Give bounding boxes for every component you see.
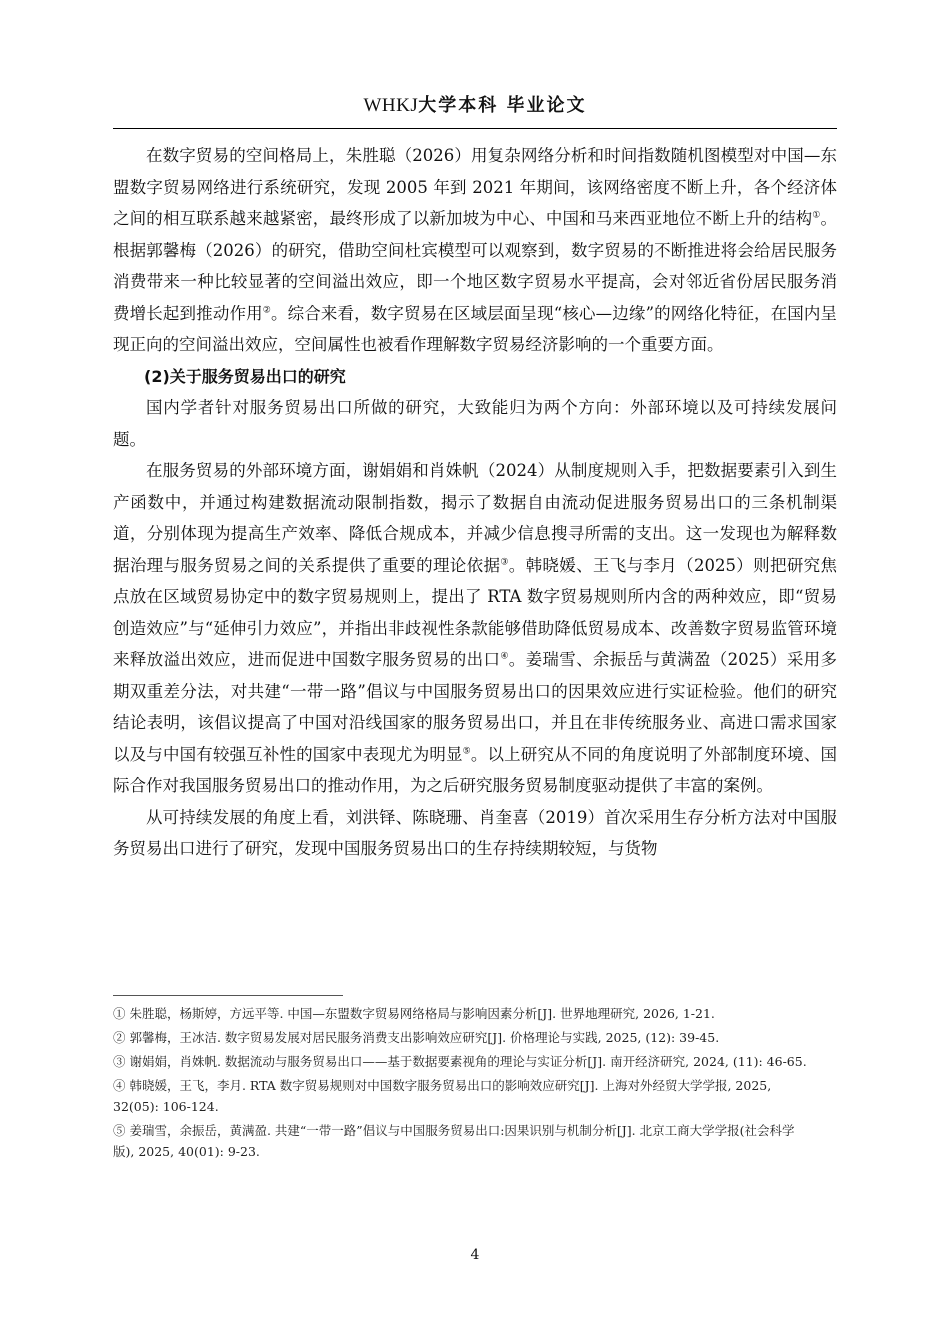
paragraph-text: 。韩晓媛、王飞与李月（2025）则把研究焦点放在区域贸易协定中的数字贸易规则上，提出了 RTA 数字贸易规则所内含的两种效应，即“贸易创造效应”与“延伸引力效应”，并指出非歧视性条款能够借助降低贸易成本、改善数字贸易监管环境来释放溢出效应，进而促进中国数字服务贸易的出口 <box>113 555 837 669</box>
footnote-item: ② 郭馨梅，王冰洁. 数字贸易发展对居民服务消费支出影响效应研究[J]. 价格理论与实践, 2025, (12): 39-45. <box>113 1030 720 1045</box>
paragraph-sustainability: 从可持续发展的角度上看，刘洪铎、陈晓珊、肖奎喜（2019）首次采用生存分析方法对中国服务贸易出口进行了研究，发现中国服务贸易出口的生存持续期较短，与货物 <box>113 807 837 858</box>
footnote-ref-3[interactable]: ③ <box>500 557 509 567</box>
header-title <box>363 95 586 116</box>
footnote-item: ① 朱胜聪，杨斯婷，方远平等. 中国—东盟数字贸易网络格局与影响因素分析[J]. 世界地理研究, 2026, 1-21. <box>113 1006 715 1021</box>
footnote-item: ⑤ 姜瑞雪，余振岳，黄满盈. 共建“一带一路”倡议与中国服务贸易出口:因果识别与机制分析[J]. 北京工商大学学报(社会科学版), 2025, 40(01): 9-23. <box>113 1123 795 1159</box>
paragraph-spatial-pattern <box>113 140 837 361</box>
paragraph-text: 。姜瑞雪、余振岳与黄满盈（2025）采用多期双重差分法，对共建“一带一路”倡议与中国服务贸易出口的因果效应进行实证检验。他们的研究结论表明，该倡议提高了中国对沿线国家的服务贸易出口，并且在非传统服务业、高进口需求国家以及与中国有较强互补性的国家中表现尤为明显 <box>113 650 837 764</box>
paragraph-text: 。综合来看，数字贸易在区域层面呈现“核心—边缘”的网络化特征，在国内呈现正向的空间溢出效应，空间属性也被看作理解数字贸易经济影响的一个重要方面。 <box>113 303 838 354</box>
section-heading: (2)关于服务贸易出口的研究 <box>144 366 346 386</box>
paragraph-text: 。根据郭馨梅（2026）的研究，借助空间杜宾模型可以观察到，数字贸易的不断推进将会给居民服务消费带来一种比较显著的空间溢出效应，即一个地区数字贸易水平提高，会对邻近省份居民服务消费增长起到推动作用 <box>113 209 837 323</box>
footnote-ref-4[interactable]: ④ <box>500 651 509 662</box>
footnotes <box>113 1003 813 1165</box>
page-header <box>113 92 837 129</box>
footnote-divider <box>113 995 343 996</box>
paragraph-text: 。以上研究从不同的角度说明了外部制度环境、国际合作对我国服务贸易出口的推动作用，为之后研究服务贸易制度驱动提供了丰富的案例。 <box>113 744 837 795</box>
page-number: 4 <box>470 1247 480 1263</box>
footnote-item: ④ 韩晓媛，王飞，李月. RTA 数字贸易规则对中国数字服务贸易出口的影响效应研究[J]. 上海对外经贸大学学报, 2025, 32(05): 106-124. <box>113 1078 772 1114</box>
paragraph-text: 在数字贸易的空间格局上，朱胜聪（2026）用复杂网络分析和时间指数随机图模型对中国—东盟数字贸易网络进行系统研究，发现 2005 年到 2021 年期间，该网络密度不断上升，各个经济体之间的相互联系越来越紧密，最终形成了以新加坡为中心、中国和马来西亚地位不断上升的结构 <box>113 146 837 228</box>
footnote-ref-2[interactable]: ② <box>262 305 271 315</box>
footnote-ref-5[interactable]: ⑤ <box>462 746 471 756</box>
paragraph-text: 在服务贸易的外部环境方面，谢娟娟和肖姝帆（2024）从制度规则入手，把数据要素引入到生产函数中，并通过构建数据流动限制指数，揭示了数据自由流动促进服务贸易出口的三条机制渠道，分别体现为提高生产效率、降低合规成本，并减少信息搜寻所需的支出。这一发现也为解释数据治理与服务贸易之间的关系提供了重要的理论依据 <box>113 461 837 575</box>
footnote-item: ③ 谢娟娟，肖姝帆. 数据流动与服务贸易出口——基于数据要素视角的理论与实证分析[J]. 南开经济研究, 2024, (11): 46-65. <box>113 1054 807 1069</box>
header-prefix: WHKJ <box>363 95 419 116</box>
header-subtitle: 大学本科 毕业论文 <box>418 95 587 116</box>
paragraph-intro: 国内学者针对服务贸易出口所做的研究，大致能归为两个方向：外部环境以及可持续发展问题。 <box>113 398 837 449</box>
paragraph-external-environment <box>113 455 837 802</box>
main-body <box>113 140 837 865</box>
footnote-ref-1[interactable]: ① <box>812 210 821 221</box>
